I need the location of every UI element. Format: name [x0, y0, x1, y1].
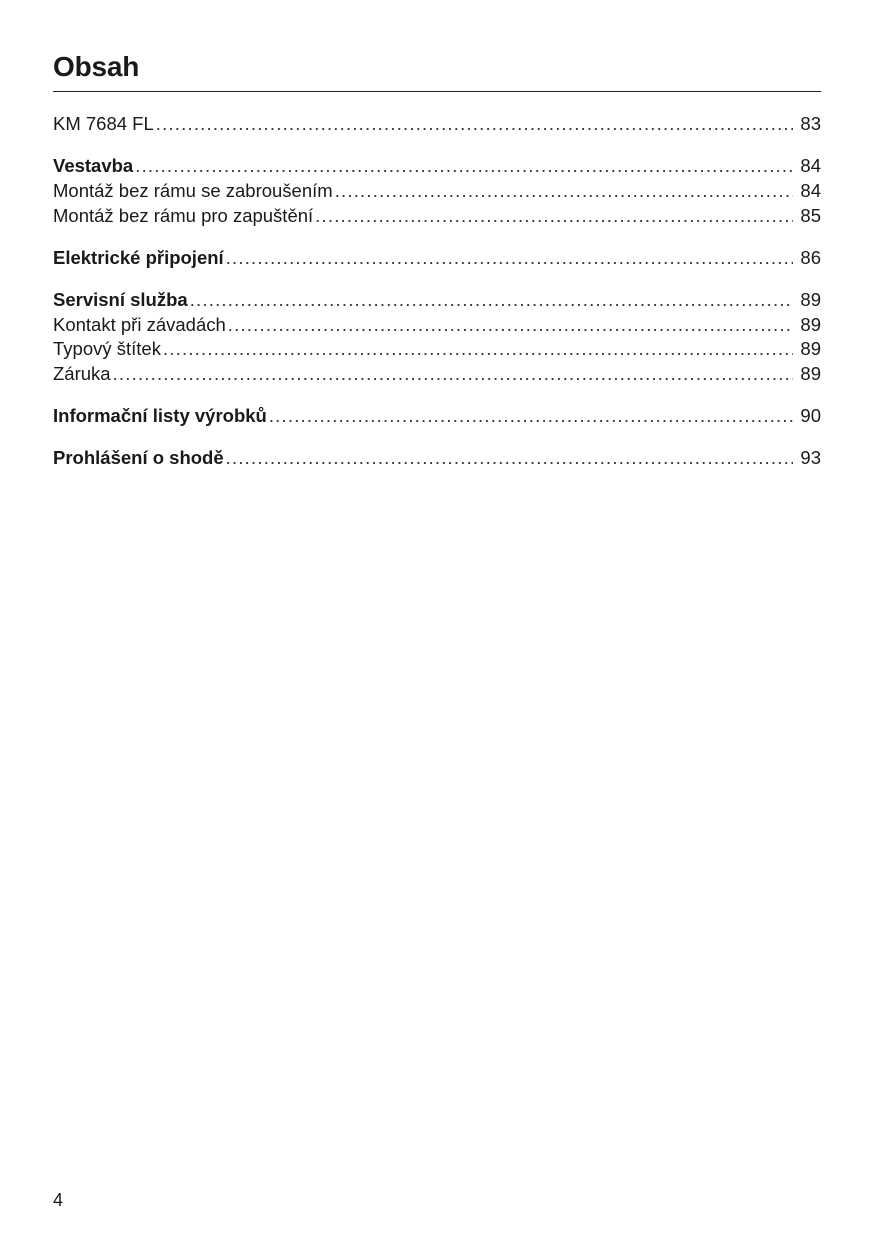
toc-group	[53, 112, 821, 137]
toc-dot-leader	[269, 404, 793, 429]
toc-group	[53, 446, 821, 471]
toc-entry-page: 86	[800, 246, 821, 268]
toc-entry-page: 89	[800, 338, 821, 360]
toc-dot-leader	[228, 313, 793, 338]
toc-entry-label: Servisní služba	[53, 288, 188, 310]
toc-dot-leader	[156, 112, 793, 137]
toc-entry-label: KM 7684 FL	[53, 113, 154, 134]
table-of-contents	[53, 112, 821, 489]
toc-entry-page: 90	[800, 405, 821, 427]
toc-group	[53, 404, 821, 429]
toc-entry-page: 89	[800, 313, 821, 335]
toc-entry-label: Montáž bez rámu pro zapuštění	[53, 204, 314, 226]
toc-heading[interactable]	[53, 404, 821, 429]
toc-group	[53, 246, 821, 271]
toc-dot-leader	[226, 446, 793, 471]
toc-entry-label: Elektrické připojení	[53, 246, 224, 268]
toc-entry[interactable]	[53, 337, 821, 362]
toc-entry-page: 89	[800, 363, 821, 384]
toc-dot-leader	[113, 362, 793, 387]
toc-entry-label: Vestavba	[53, 155, 134, 177]
toc-entry-page: 93	[800, 447, 821, 469]
toc-dot-leader	[135, 154, 793, 179]
toc-dot-leader	[335, 179, 793, 204]
toc-dot-leader	[163, 337, 793, 362]
toc-entry[interactable]	[53, 204, 821, 229]
toc-heading[interactable]	[53, 446, 821, 471]
toc-entry[interactable]	[53, 362, 821, 387]
toc-entry-label: Informační listy výrobků	[53, 405, 267, 427]
toc-entry-page: 83	[800, 113, 821, 134]
toc-entry[interactable]	[53, 313, 821, 338]
toc-dot-leader	[315, 204, 793, 229]
toc-entry-label: Kontakt při závadách	[53, 313, 226, 335]
toc-group	[53, 154, 821, 228]
toc-heading[interactable]	[53, 246, 821, 271]
toc-entry[interactable]	[53, 179, 821, 204]
toc-dot-leader	[190, 288, 793, 313]
toc-entry-page: 85	[800, 204, 821, 226]
toc-entry-page: 84	[800, 155, 821, 177]
title-divider	[53, 91, 821, 92]
toc-group	[53, 288, 821, 387]
toc-entry-label: Záruka	[53, 363, 111, 384]
page-title: Obsah	[53, 51, 140, 82]
toc-heading[interactable]	[53, 154, 821, 179]
toc-heading[interactable]	[53, 288, 821, 313]
toc-entry-label: Typový štítek	[53, 338, 161, 360]
toc-entry-label: Montáž bez rámu se zabroušením	[53, 179, 333, 201]
toc-entry-page: 89	[800, 288, 821, 310]
toc-entry-page: 84	[800, 179, 821, 201]
page-number: 4	[53, 1190, 64, 1210]
toc-entry[interactable]	[53, 112, 821, 137]
toc-entry-label: Prohlášení o shodě	[53, 447, 224, 469]
toc-dot-leader	[226, 246, 793, 271]
